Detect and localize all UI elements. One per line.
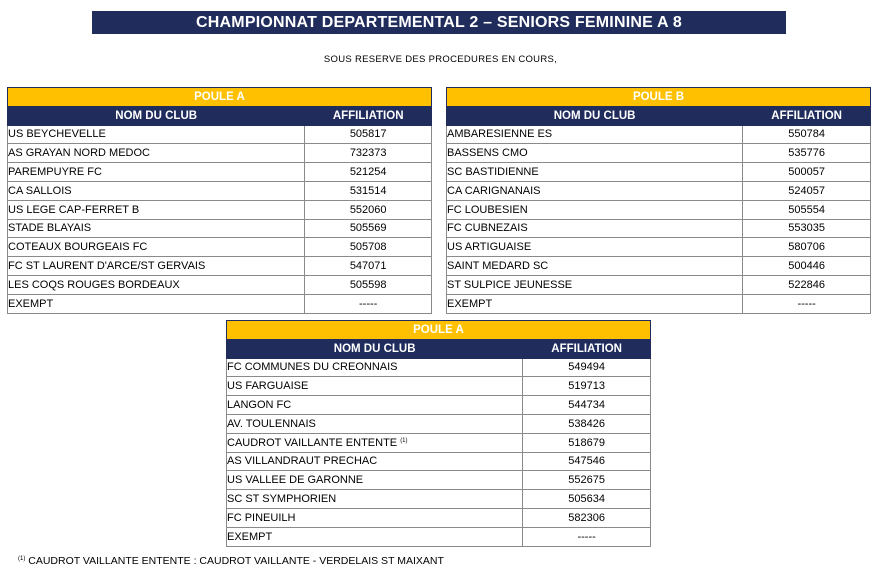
club-name-cell	[447, 144, 743, 163]
club-name: EXEMPT	[447, 297, 493, 310]
table-row	[227, 471, 651, 490]
club-name-cell	[8, 163, 305, 182]
affiliation-cell: 505708	[305, 238, 432, 257]
table-row	[447, 219, 871, 238]
affiliation-cell: 518679	[523, 433, 651, 452]
club-name: EXEMPT	[227, 530, 273, 543]
club-name: CA CARIGNANAIS	[447, 184, 541, 197]
affiliation-cell: 500057	[743, 163, 871, 182]
club-name-cell	[447, 219, 743, 238]
affiliation-cell: 519713	[523, 377, 651, 396]
table-row	[227, 358, 651, 377]
club-name-cell	[8, 144, 305, 163]
club-name-cell	[227, 414, 523, 433]
club-name-cell	[8, 181, 305, 200]
table-row	[447, 275, 871, 294]
table-row	[8, 257, 432, 276]
club-name-cell	[8, 238, 305, 257]
club-name: SC BASTIDIENNE	[447, 166, 539, 179]
club-name: US VALLEE DE GARONNE	[227, 474, 364, 487]
club-name-cell	[8, 200, 305, 219]
poule-table-3	[226, 320, 651, 547]
club-name: US ARTIGUAISE	[447, 241, 532, 254]
club-name: US BEYCHEVELLE	[8, 128, 106, 141]
affiliation-cell: -----	[523, 527, 651, 546]
club-name: COTEAUX BOURGEAIS FC	[8, 241, 148, 254]
table-row	[8, 125, 432, 144]
table-row	[8, 144, 432, 163]
table-row	[227, 452, 651, 471]
table-row	[447, 144, 871, 163]
table-row	[8, 200, 432, 219]
table-row	[227, 490, 651, 509]
footnote-reference: (1)	[400, 437, 408, 444]
table-row	[447, 163, 871, 182]
poule-table-2	[446, 87, 871, 314]
affiliation-cell: 550784	[743, 125, 871, 144]
club-name-cell	[227, 490, 523, 509]
club-name: LANGON FC	[227, 399, 292, 412]
footnote	[18, 555, 444, 567]
affiliation-cell: 505598	[305, 275, 432, 294]
club-name-cell	[227, 471, 523, 490]
club-name: EXEMPT	[8, 297, 54, 310]
affiliation-cell: -----	[305, 294, 432, 313]
affiliation-cell: 500446	[743, 257, 871, 276]
poule-table-1	[7, 87, 432, 314]
club-name: ST SULPICE JEUNESSE	[447, 278, 573, 291]
club-name: BASSENS CMO	[447, 147, 528, 160]
table-row	[8, 294, 432, 313]
affiliation-cell: 535776	[743, 144, 871, 163]
club-name-cell	[227, 452, 523, 471]
table-row	[227, 508, 651, 527]
affiliation-cell: 732373	[305, 144, 432, 163]
affiliation-cell: 505634	[523, 490, 651, 509]
club-name: AS GRAYAN NORD MEDOC	[8, 147, 150, 160]
club-name: FC CUBNEZAIS	[447, 222, 528, 235]
club-name: SAINT MEDARD SC	[447, 260, 549, 273]
table-row	[227, 377, 651, 396]
club-name: STADE BLAYAIS	[8, 222, 92, 235]
club-name-cell	[8, 257, 305, 276]
affiliation-cell: 549494	[523, 358, 651, 377]
affiliation-cell: 552060	[305, 200, 432, 219]
table-row	[447, 181, 871, 200]
table-row	[447, 294, 871, 313]
club-name: FC PINEUILH	[227, 511, 296, 524]
column-header-affiliation: AFFILIATION	[523, 339, 651, 358]
club-name-cell	[227, 358, 523, 377]
page-title: CHAMPIONNAT DEPARTEMENTAL 2 – SENIORS FEMININE A 8	[92, 11, 786, 34]
affiliation-cell: 580706	[743, 238, 871, 257]
affiliation-cell: 505554	[743, 200, 871, 219]
club-name: AV. TOULENNAIS	[227, 417, 316, 430]
club-name: AS VILLANDRAUT PRECHAC	[227, 455, 378, 468]
club-name-cell	[227, 508, 523, 527]
club-name-cell	[447, 200, 743, 219]
footnote-marker: (1)	[18, 556, 26, 562]
club-name-cell	[447, 294, 743, 313]
column-header-club: NOM DU CLUB	[447, 106, 743, 125]
column-header-club: NOM DU CLUB	[227, 339, 523, 358]
table-row	[8, 238, 432, 257]
club-name-cell	[227, 433, 523, 452]
table-row	[8, 275, 432, 294]
poule-title: POULE A	[227, 321, 651, 340]
table-row	[8, 219, 432, 238]
table-row	[227, 433, 651, 452]
club-name-cell	[227, 396, 523, 415]
club-name-cell	[227, 377, 523, 396]
column-header-affiliation: AFFILIATION	[305, 106, 432, 125]
club-name-cell	[8, 275, 305, 294]
column-header-affiliation: AFFILIATION	[743, 106, 871, 125]
club-name-cell	[447, 163, 743, 182]
affiliation-cell: 544734	[523, 396, 651, 415]
table-row	[447, 200, 871, 219]
club-name: CAUDROT VAILLANTE ENTENTE	[227, 436, 398, 449]
affiliation-cell: -----	[743, 294, 871, 313]
club-name: PAREMPUYRE FC	[8, 166, 102, 179]
club-name-cell	[8, 219, 305, 238]
club-name-cell	[8, 294, 305, 313]
club-name: CA SALLOIS	[8, 184, 72, 197]
table-row	[227, 414, 651, 433]
table-row	[447, 238, 871, 257]
table-row	[8, 181, 432, 200]
club-name: FC LOUBESIEN	[447, 203, 528, 216]
affiliation-cell: 553035	[743, 219, 871, 238]
club-name: US FARGUAISE	[227, 380, 309, 393]
affiliation-cell: 538426	[523, 414, 651, 433]
affiliation-cell: 521254	[305, 163, 432, 182]
column-header-club: NOM DU CLUB	[8, 106, 305, 125]
affiliation-cell: 505817	[305, 125, 432, 144]
club-name-cell	[8, 125, 305, 144]
table-row	[227, 527, 651, 546]
club-name-cell	[447, 238, 743, 257]
table-row	[447, 125, 871, 144]
club-name: US LEGE CAP-FERRET B	[8, 203, 140, 216]
club-name-cell	[447, 181, 743, 200]
table-row	[227, 396, 651, 415]
table-row	[447, 257, 871, 276]
club-name-cell	[447, 275, 743, 294]
table-row	[8, 163, 432, 182]
affiliation-cell: 547071	[305, 257, 432, 276]
affiliation-cell: 552675	[523, 471, 651, 490]
affiliation-cell: 582306	[523, 508, 651, 527]
club-name: FC ST LAURENT D'ARCE/ST GERVAIS	[8, 260, 206, 273]
club-name: LES COQS ROUGES BORDEAUX	[8, 278, 180, 291]
affiliation-cell: 547546	[523, 452, 651, 471]
club-name: FC COMMUNES DU CREONNAIS	[227, 361, 398, 374]
page-subtitle: SOUS RESERVE DES PROCEDURES EN COURS,	[323, 54, 558, 65]
club-name: SC ST SYMPHORIEN	[227, 493, 337, 506]
club-name: AMBARESIENNE ES	[447, 128, 553, 141]
footnote-text: CAUDROT VAILLANTE ENTENTE : CAUDROT VAILLANTE - VERDELAIS ST MAIXANT	[25, 555, 444, 567]
poule-title: POULE B	[447, 88, 871, 107]
affiliation-cell: 524057	[743, 181, 871, 200]
club-name-cell	[227, 527, 523, 546]
affiliation-cell: 531514	[305, 181, 432, 200]
affiliation-cell: 505569	[305, 219, 432, 238]
club-name-cell	[447, 125, 743, 144]
affiliation-cell: 522846	[743, 275, 871, 294]
poule-title: POULE A	[8, 88, 432, 107]
club-name-cell	[447, 257, 743, 276]
